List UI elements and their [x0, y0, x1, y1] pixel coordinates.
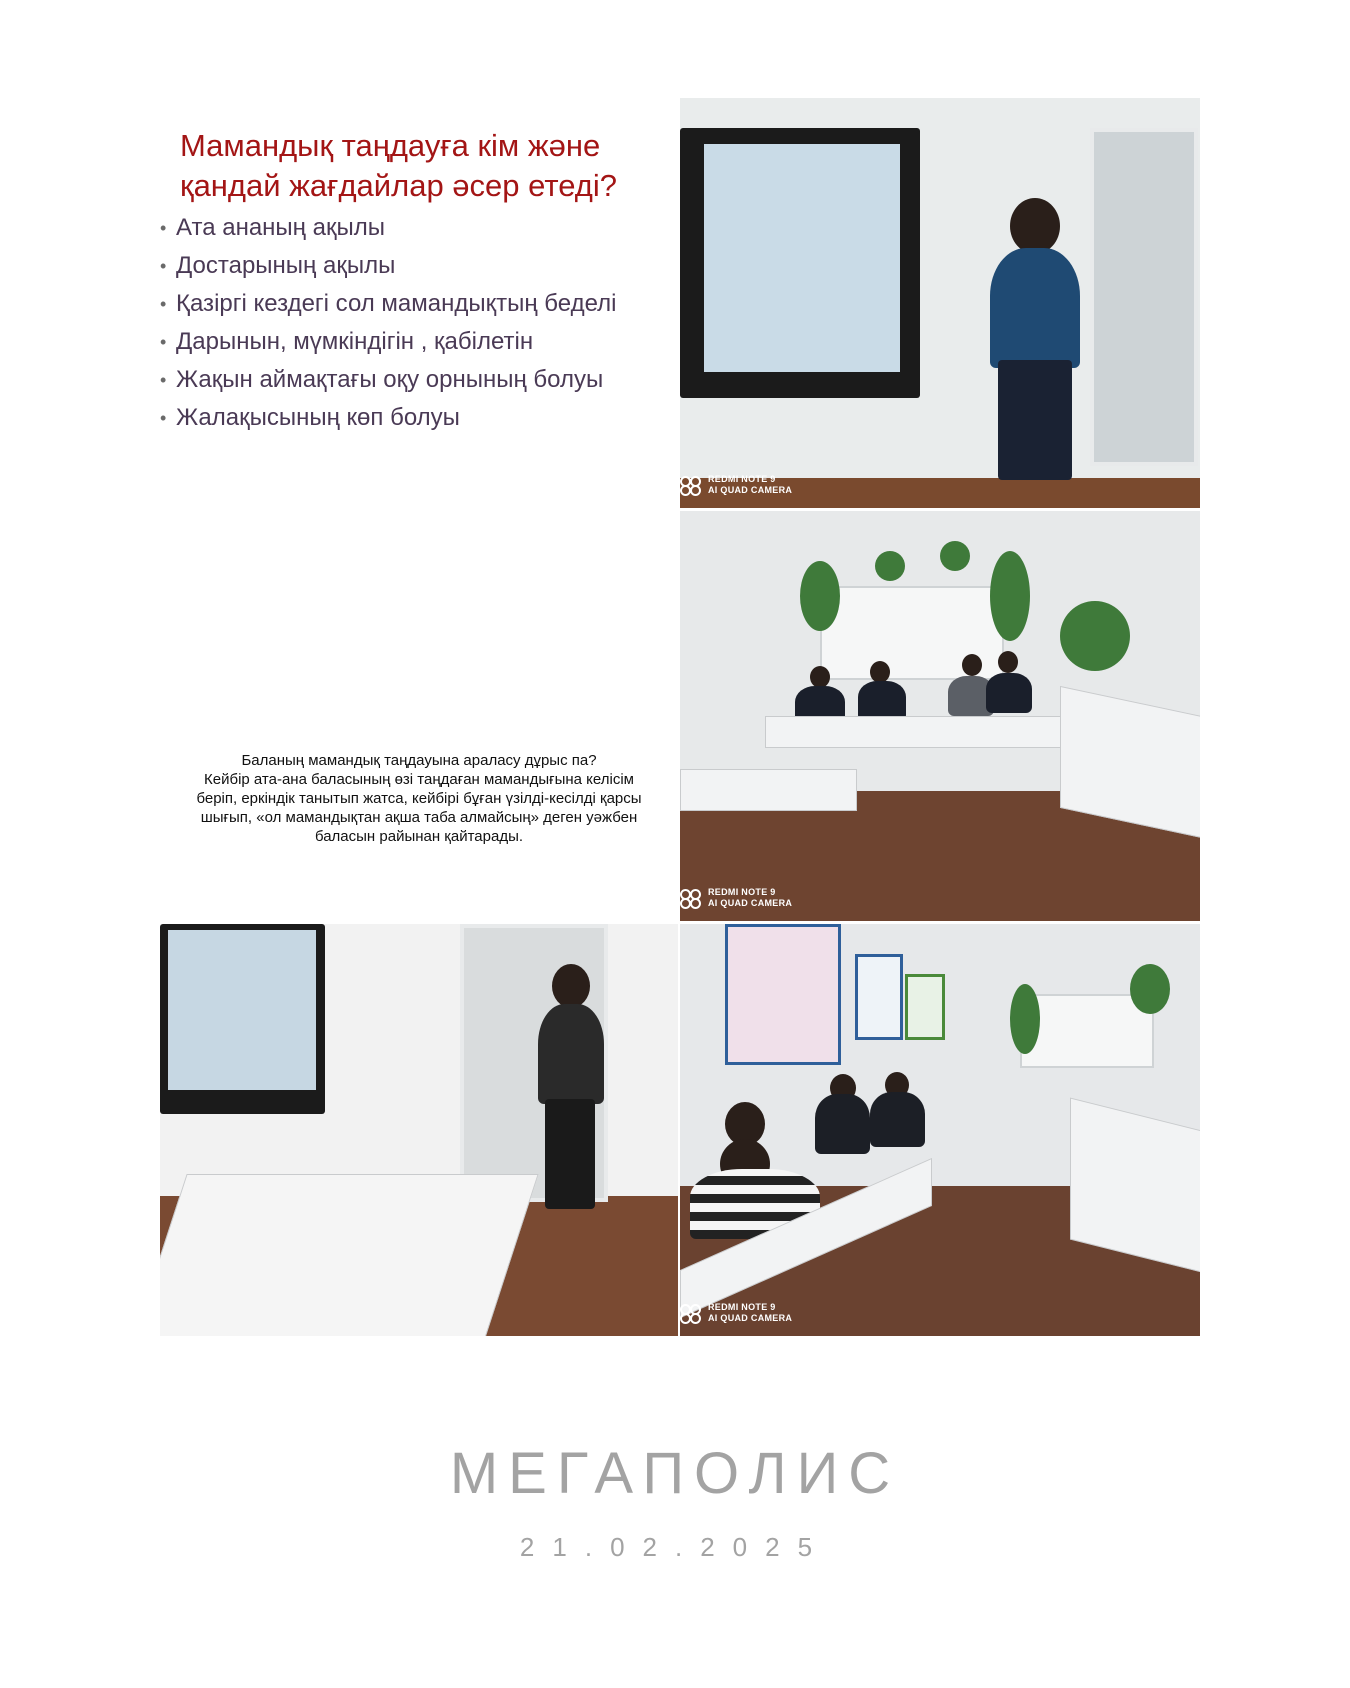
camera-icon	[680, 476, 700, 494]
paragraph	[160, 751, 678, 846]
watermark-line1: REDMI NOTE 9	[708, 474, 776, 484]
wall-poster	[855, 954, 903, 1040]
paragraph-line: Кейбір ата-ана баласының өзі таңдаған мамандығына келісім	[204, 771, 634, 788]
date-label: 21.02.2025	[519, 1532, 831, 1562]
student	[815, 1094, 870, 1154]
plant	[1060, 601, 1130, 671]
slide-bullet: • Қазіргі кездегі сол мамандықтың беделі	[160, 289, 670, 319]
door	[1090, 128, 1198, 466]
photo-teacher-presenting	[680, 98, 1200, 508]
student	[870, 1092, 925, 1147]
plant	[875, 551, 905, 581]
watermark-line1: REDMI NOTE 9	[708, 1302, 776, 1312]
desk	[765, 716, 1077, 748]
tv-screen	[680, 128, 920, 398]
presentation-screen	[168, 930, 316, 1090]
student	[986, 673, 1032, 713]
desk	[680, 769, 857, 811]
student-head	[998, 651, 1018, 673]
watermark-line1: REDMI NOTE 9	[708, 887, 776, 897]
slide-bullet-list	[160, 213, 670, 441]
plant	[1010, 984, 1040, 1054]
teacher-head	[552, 964, 590, 1008]
plant	[1130, 964, 1170, 1014]
watermark-line2: AI QUAD CAMERA	[708, 1313, 793, 1323]
student-head	[810, 666, 830, 688]
camera-icon	[680, 1304, 700, 1322]
photo-students-desks	[680, 511, 1200, 921]
text-panel	[160, 511, 678, 921]
wall-poster	[905, 974, 945, 1040]
teacher-figure	[990, 248, 1080, 368]
camera-watermark	[680, 887, 792, 909]
slide-bullet: • Ата ананың ақылы	[160, 213, 670, 243]
student-head	[870, 661, 890, 683]
teacher-skirt	[545, 1099, 595, 1209]
camera-watermark	[680, 474, 792, 496]
slide-bullet: • Дарынын, мүмкіндігін , қабілетін	[160, 327, 670, 357]
camera-icon	[680, 889, 700, 907]
periodic-table-poster	[725, 924, 841, 1065]
brand-name: МЕГАПОЛИС	[449, 1441, 901, 1506]
student	[858, 681, 906, 721]
slide-bullet: • Достарының ақылы	[160, 251, 670, 281]
watermark-line2: AI QUAD CAMERA	[708, 485, 793, 495]
plant	[990, 551, 1030, 641]
photo-collage	[160, 98, 1200, 1336]
teacher-skirt	[998, 360, 1072, 480]
teacher-head	[1010, 198, 1060, 254]
plant	[800, 561, 840, 631]
teacher-figure	[538, 1004, 604, 1104]
slide-bullet: • Жақын аймақтағы оқу орнының болуы	[160, 365, 670, 395]
paragraph-line: баласын райынан қайтарады.	[314, 828, 524, 845]
slide-panel	[160, 98, 678, 508]
slide-title: Мамандық таңдауға кім және қандай жағдайлар әсер етеді?	[180, 128, 617, 203]
paragraph-line: шығып, «ол мамандықтан ақша таба алмайсың» деген уәжбен	[200, 809, 638, 826]
paragraph-line: беріп, еркіндік танытып жатса, кейбірі бұған үзілді-кесілді қарсы	[196, 790, 642, 807]
camera-watermark	[680, 1302, 792, 1324]
slide-bullet: • Жалақысының көп болуы	[160, 403, 670, 433]
presentation-screen	[704, 144, 900, 372]
plant	[940, 541, 970, 571]
desk	[160, 1174, 539, 1336]
photo-classroom-side	[680, 924, 1200, 1336]
paragraph-line: Баланың мамандық таңдауына араласу дұрыс па?	[241, 752, 597, 769]
photo-second-teacher	[160, 924, 678, 1336]
watermark-line2: AI QUAD CAMERA	[708, 898, 793, 908]
tv-screen	[160, 924, 325, 1114]
student-head	[962, 654, 982, 676]
